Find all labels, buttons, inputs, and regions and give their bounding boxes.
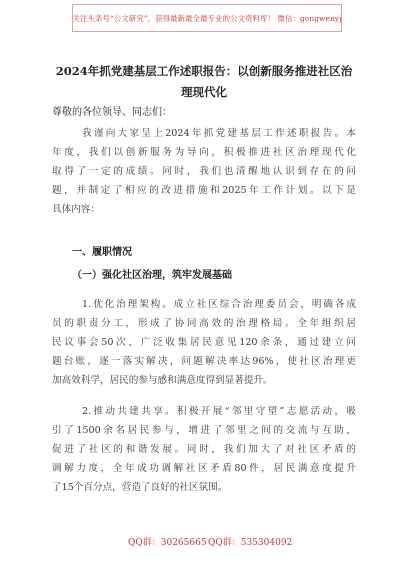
intro-line: 年度，我们以创新服务为导向，积极推进社区治理现代化: [52, 147, 356, 158]
paragraph-line: 2.推动共建共享。积极开展“邻里守望”志愿活动，吸: [82, 406, 356, 417]
paragraph-line: 促进了社区的和谐发展。同时，我们加大了对社区矛盾的: [52, 444, 356, 455]
intro-line: 题，并制定了相应的改进措施和2025年工作计划。以下是: [52, 185, 356, 196]
paragraph-line: 1.优化治理架构。成立社区综合治理委员会，明确各成: [82, 299, 356, 310]
footer-qq-group-2: QQ群：535304092: [208, 538, 293, 548]
greeting: 尊敬的各位领导、同志们：: [52, 107, 172, 118]
intro-line: 具体内容：: [52, 204, 100, 215]
paragraph-line: 员的职责分工，形成了协同高效的治理格局。全年组织居: [52, 318, 356, 329]
subsection-heading: （一）强化社区治理，筑牢发展基础: [72, 270, 232, 281]
paragraph-line: 民议事会50次，广泛收集居民意见120余条，通过建立问: [52, 337, 356, 348]
report-title-line-1: 2024年抓党建基层工作述职报告：以创新服务推进社区治: [55, 64, 353, 78]
intro-line: 取得了一定的成绩。同时，我们也清醒地认识到存在的问: [52, 166, 356, 177]
paragraph-line: 加高效科学，居民的参与感和满意度得到显著提升。: [52, 375, 273, 386]
paragraph-line: 调解力度，全年成功调解社区矛盾80件，居民满意度提升: [52, 463, 356, 474]
promo-banner: 关注头条号“公文研究”，获得最新最全最专业的公文资料库！ 微信：gongwenyj: [72, 4, 342, 32]
report-title-line-2: 理现代化: [181, 85, 227, 99]
paragraph-line: 了15个百分点，营造了良好的社区氛围。: [52, 482, 228, 493]
paragraph-line: 引了1500余名居民参与，增进了邻里之间的交流与互助，: [52, 425, 356, 436]
footer-qq-group-1: QQ群：30265665: [128, 538, 207, 548]
footer: [0, 535, 408, 549]
paragraph-line: 题台账，逐一落实解决，问题解决率达96%，使社区治理更: [52, 356, 356, 367]
intro-line: 我谨向大家呈上2024年抓党建基层工作述职报告。本: [82, 128, 356, 139]
section-heading: 一、履职情况: [72, 247, 132, 258]
